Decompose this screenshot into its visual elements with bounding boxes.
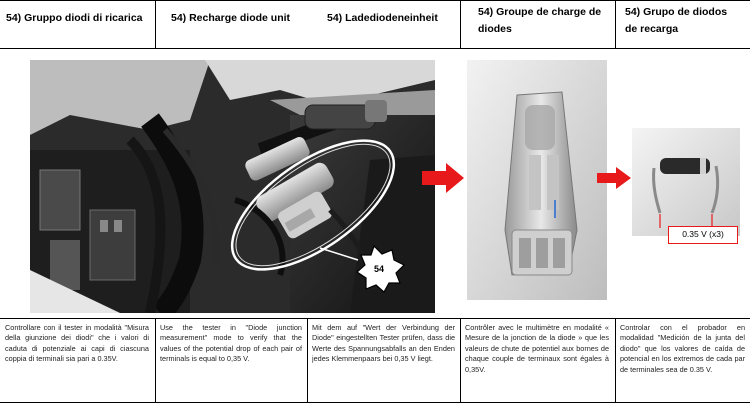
text-divider-4 [615, 318, 616, 402]
arrow-right-icon [422, 163, 464, 193]
description-french: Contrôler avec le multimètre en modalité « Mesure de la jonction de la diode » que les valeurs de chute de potentiel aux bornes de chaque couple de terminaux sont égales à 0,35V. [465, 323, 609, 374]
header-spanish [615, 0, 750, 48]
text-divider-1 [155, 318, 156, 402]
diode-unit-photo-drawing [467, 60, 607, 300]
description-english: Use the tester in "Diode junction measurement" mode to verify that the values of the potential drop of each pair of terminals is equal to 0,35 V. [160, 323, 302, 364]
description-italian: Controllare con il tester in modalità "Misura della giunzione dei diodi" che i valori di caduta di potenziale ai capi di ciascuna coppia di terminali sia pari a 0.35V. [5, 323, 149, 364]
header-french-line1: 54) Groupe de charge de [478, 6, 602, 18]
description-german: Mit dem auf "Wert der Verbindung der Diode" eingestellten Tester prüfen, dass die Werte des Spannungsabfalls an den Enden jedes Klemmenpaars bei 0,35 V liegt. [312, 323, 455, 364]
diode-photo [632, 128, 740, 236]
wiring-harness-photo-drawing [30, 60, 435, 313]
step-badge-label: 54 [373, 264, 385, 274]
header-german [307, 0, 460, 48]
header-spanish-line1: 54) Grupo de diodos [625, 6, 728, 18]
wiring-harness-photo [30, 60, 435, 313]
header-german-text: 54) Ladediodeneinheit [327, 12, 438, 24]
header-english-text: 54) Recharge diode unit [171, 12, 291, 24]
text-divider-3 [460, 318, 461, 402]
diode-photo-drawing [632, 128, 740, 236]
header-english [155, 0, 305, 48]
description-spanish: Controlar con el probador en modalidad "Medición de la junta del diodo" que los valores de caída de potencial en los extremos de cada par de terminales sea de 0.35 V. [620, 323, 745, 374]
table-bottom-border [0, 402, 750, 403]
diode-unit-photo [467, 60, 607, 300]
voltage-callout: 0.35 V (x3) [668, 226, 738, 244]
header-french [460, 0, 615, 48]
header-italian [0, 0, 155, 48]
header-separator [0, 48, 750, 49]
text-divider-2 [307, 318, 308, 402]
header-spanish-line2: de recarga [625, 23, 679, 35]
arrow-right-icon-2 [597, 167, 631, 189]
header-italian-text: 54) Gruppo diodi di ricarica [6, 12, 143, 24]
text-row-separator [0, 318, 750, 319]
header-french-line2: diodes [478, 23, 512, 35]
